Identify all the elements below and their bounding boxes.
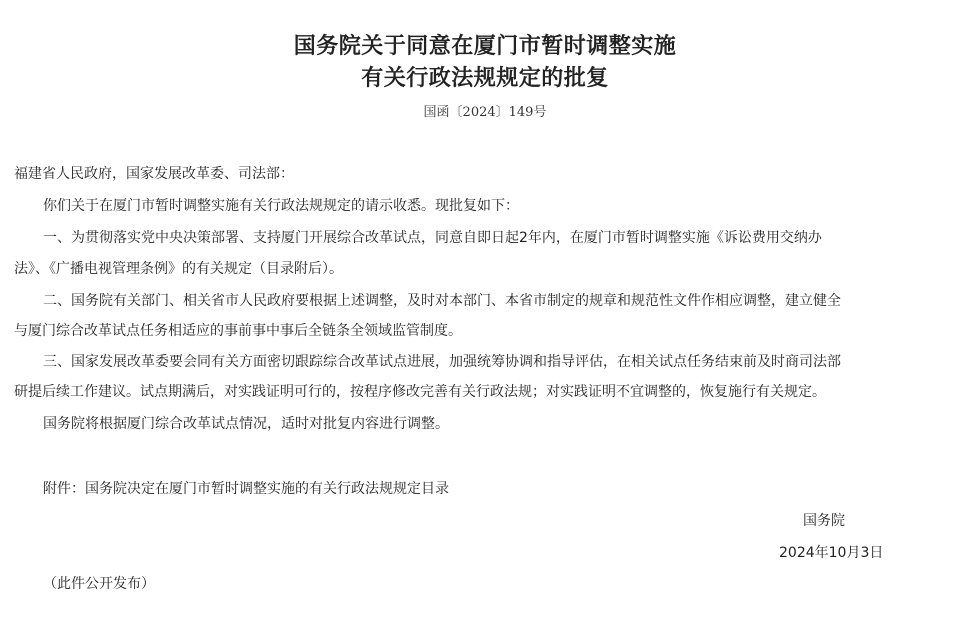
publication-note: （此件公开发布） — [43, 576, 155, 592]
document-title-line-2: 有关行政法规规定的批复 — [361, 65, 609, 91]
addressee: 福建省人民政府，国家发展改革委、司法部： — [14, 166, 294, 182]
paragraph-2-line-1: 二、国务院有关部门、相关省市人民政府要根据上述调整，及时对本部门、本省市制定的规章和规范性文件作相应调整，建立健全 — [43, 293, 841, 309]
paragraph-3-line-2: 研提后续工作建议。试点期满后，对实践证明可行的，按程序修改完善有关行政法规；对实践证明不宜调整的，恢复施行有关规定。 — [14, 384, 826, 400]
document-number: 国函〔2024〕149号 — [423, 105, 547, 120]
paragraph-2-line-2: 与厦门综合改革试点任务相适应的事前事中事后全链条全领域监管制度。 — [14, 323, 462, 339]
intro-paragraph: 你们关于在厦门市暂时调整实施有关行政法规规定的请示收悉。现批复如下： — [43, 198, 519, 214]
paragraph-1-line-2: 法》、《广播电视管理条例》的有关规定（目录附后）。 — [14, 261, 343, 277]
signer: 国务院 — [803, 513, 845, 529]
paragraph-1-line-1: 一、为贯彻落实党中央决策部署、支持厦门开展综合改革试点，同意自即日起2年内，在厦门市暂时调整实施《诉讼费用交纳办 — [43, 230, 822, 246]
document-title-line-1: 国务院关于同意在厦门市暂时调整实施 — [293, 33, 677, 59]
attachment-note[interactable]: 附件：国务院决定在厦门市暂时调整实施的有关行政法规规定目录 — [43, 481, 449, 497]
issue-date: 2024年10月3日 — [779, 545, 884, 561]
paragraph-4: 国务院将根据厦门综合改革试点情况，适时对批复内容进行调整。 — [43, 416, 449, 432]
paragraph-3-line-1: 三、国家发展改革委要会同有关方面密切跟踪综合改革试点进展，加强统筹协调和指导评估，在相关试点任务结束前及时商司法部 — [43, 354, 841, 370]
